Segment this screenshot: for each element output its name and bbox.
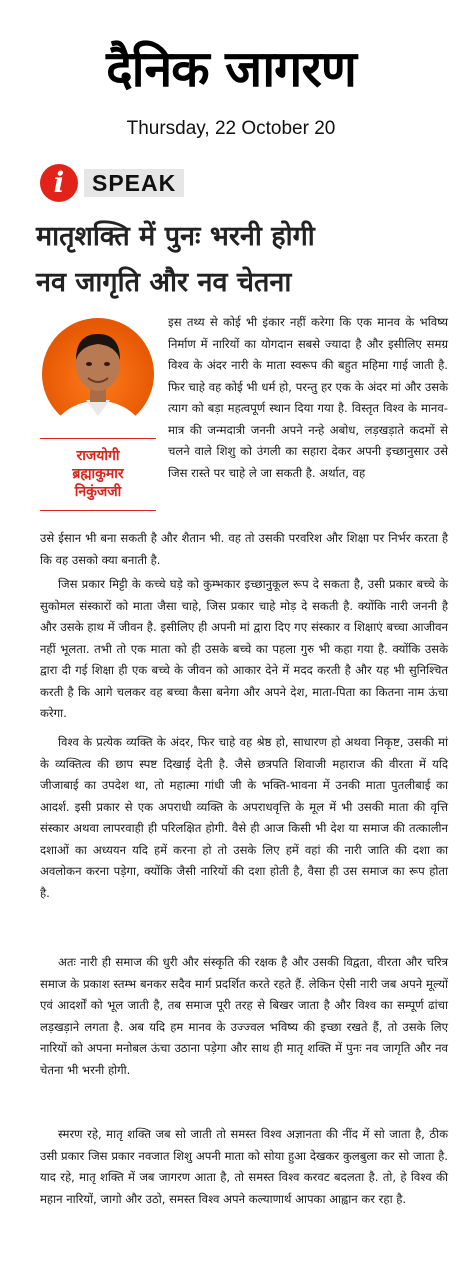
author-name — [40, 447, 156, 501]
speak-label: SPEAK — [84, 169, 184, 197]
author-title: राजयोगी — [76, 448, 120, 464]
paragraph-4-wrap — [40, 952, 448, 1085]
paragraph-3: विश्व के प्रत्येक व्यक्ति के अंदर, फिर चाहे वह श्रेष्ठ हो, साधारण हो अथवा निकृष्ट, उसकी मां के व्यक्तित्व की छाप स्पष्ट दिखाई देती है. जैसे छत्रपति शिवाजी महाराज की वीरता में यदि जीजाबाई का उपदेश था, तो महात्मा गांधी जी के भक्ति-भावना में उनकी माता पुतलीबाई का आदर्श. इसी प्रकार से एक अपराधी व्यक्ति के अपराधवृत्ति के मूल में भी उसकी माता की वृत्ति संस्कार अथवा लापरवाही ही परिलक्षित होगी. वैसे ही आज किसी भी देश या समाज की तत्कालीन दशाओं का अध्ययन यदि हमें करना हो तो उसके लिए हमें वहां की नारी जाति की दशा का अवलोकन करना पड़ेगा, क्योंकि जैसी नारियों की दशा होती है, वैसा ही उस समाज का रूप होता है. — [40, 735, 448, 900]
author-personal-name: निकुंजजी — [74, 484, 122, 500]
paragraph-5: स्मरण रहे, मातृ शक्ति जब सो जाती तो समस्त विश्व अज्ञानता की नींद में सो जाता है, ठीक उसी प्रकार जिस प्रकार नवजात शिशु अपनी माता को सोया हुआ देखकर कुलबुला कर सो जाता है. याद रहे, मातृ शक्ति में जब जागरण आता है, तो समस्त विश्व करवट बदलता है. तो, हे विश्व की महान नारियों, जागो और उठो, समस्त विश्व अपने कल्याणार्थ आपका आह्वान कर रहा है. — [40, 1127, 448, 1206]
paragraph-3-wrap — [40, 732, 448, 908]
author-org: ब्रह्माकुमार — [72, 466, 124, 482]
paragraph-5-wrap — [40, 1124, 448, 1214]
author-divider — [40, 510, 156, 511]
paragraph-1-full: उसे ईसान भी बना सकती है और शैतान भी. वह तो उसकी परवरिश और शिक्षा पर निर्भर करता है कि वह उसको क्या बनाती है. — [40, 531, 448, 567]
author-photo — [40, 316, 156, 439]
i-logo-icon: i — [40, 164, 78, 202]
headline-line-2: नव जागृति और नव चेतना — [36, 267, 292, 298]
paragraph-2-wrap — [40, 574, 448, 729]
paragraph-4: अतः नारी ही समाज की धुरी और संस्कृति की रक्षक है और उसकी विद्वता, वीरता और चरित्र समाज के प्रकाश स्तम्भ बनकर सदैव मार्ग प्रदर्शित करते रहते हैं. लेकिन ऐसी नारी जब अपने मूल्यों एवं आदर्शों को भूल जाती है, तब समाज पूरी तरह से बिखर जाता है और विश्व का सम्पूर्ण ढांचा लड़खड़ाने लगता है. अब यदि हम मानव के उज्ज्वल भविष्य की इच्छा रखते हैं, तो उसके लिए नारियों को अपना मनोबल ऊंचा उठाना पड़ेगा और साथ ही मातृ शक्ति में पुनः नव जागृति और नव चेतना भी भरनी होगी. — [40, 955, 448, 1077]
paragraph-1-full-wrap — [40, 528, 448, 575]
headline-line-1: मातृशक्ति में पुनः भरनी होगी — [36, 221, 315, 252]
paragraph-1-narrow-wrap — [168, 312, 448, 488]
headline — [36, 214, 446, 306]
masthead: दैनिक जागरण — [106, 40, 356, 98]
paragraph-2: जिस प्रकार मिट्टी के कच्चे घड़े को कुम्भकार इच्छानुकूल रूप दे सकता है, उसी प्रकार बच्चे के सुकोमल संस्कारों को माता जैसा चाहे, जिस प्रकार चाहे मोड़ दे सकती है. क्योंकि नारी जननी है और उसके हाथ में जीवन है. इसीलिए ही अपनी मां द्वारा दिए गए संस्कार व शिक्षाएं बच्चा आजीवन नहीं भूलता. तभी तो एक माता को ही उसके बच्चे का पहला गुरु भी कहा गया है. क्योंकि उसके द्वारा दी गई शिक्षा ही एक बच्चे के जीवन को आकार देने में मदद करती है और यह भी सुनिश्चित करती है कि आगे चलकर वह बच्चा कैसा बनेगा और अपने देश, माता-पिता का कितना नाम ऊंचा करेगा. — [40, 577, 448, 720]
paragraph-1-narrow: इस तथ्य से कोई भी इंकार नहीं करेगा कि एक मानव के भविष्य निर्माण में नारियों का योगदान सबसे ज्यादा है और इसीलिए समग्र विश्व के अंदर नारी के माता स्वरूप की बहुत महिमा गाई जाती है. फिर चाहे वह कोई भी धर्म हो, परन्तु हर एक के अंदर मां और उसके त्याग को बड़ा महत्वपूर्ण स्थान दिया गया है. विस्तृत विश्व के मानव-मात्र की जन्मदात्री जननी अपने नन्हे अबोध, लड़खड़ाते कदमों से चलने वाले शिशु को उंगली का सहारा देकर अपनी इच्छानुसार उसे जिस रास्ते पर चाहे ले जा सकती है. अर्थात, वह — [168, 315, 448, 480]
dateline: Thursday, 22 October 20 — [126, 118, 336, 139]
